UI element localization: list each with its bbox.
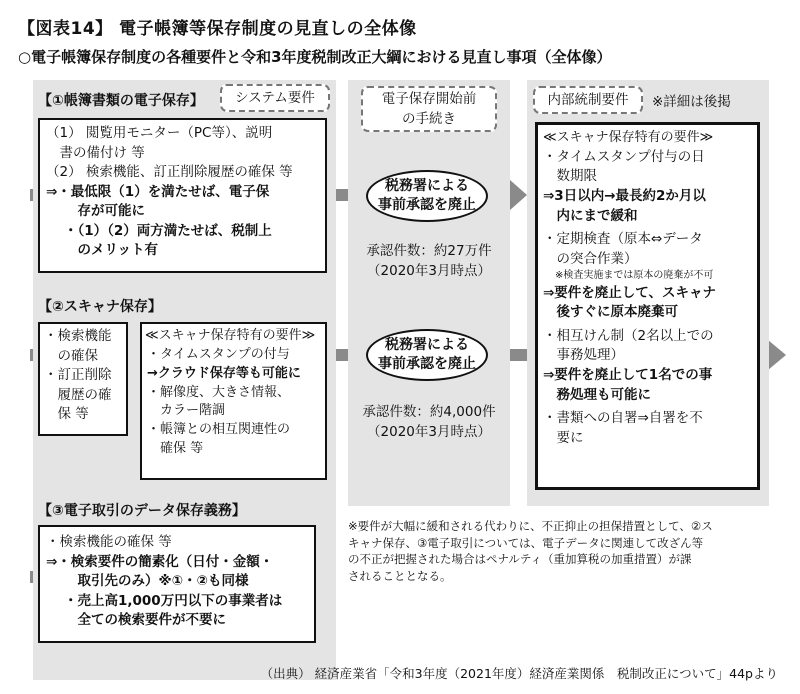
pre-start-procedure-label: [361, 86, 497, 132]
internal-line: 要に: [543, 429, 584, 446]
approval-count-2: [348, 402, 510, 443]
section2-right-line: ≪スキャナ保存特有の要件≫: [145, 328, 316, 343]
internal-line: 事務処理）: [543, 347, 624, 364]
section2-right-line: ・タイムスタンプの付与: [147, 346, 290, 362]
approval-count-1: [348, 241, 510, 282]
count1-line: （2020年3月時点）: [367, 263, 491, 280]
section1-line: 存が可能に: [64, 203, 145, 220]
section2-header: 【②スキャナ保存】: [38, 299, 162, 315]
page-subtitle: ○電子帳簿保存制度の各種要件と令和3年度税制改正大綱における見直し事項（全体像）: [18, 48, 612, 66]
section3-line: ⇒・検索要件の簡素化（日付・金額・: [46, 553, 274, 570]
footnote-line: の不正が把握された場合はペナルティ（重加算税の加重措置）が課: [348, 552, 692, 567]
section3-line: ・売上高1,000万円以下の事業者は: [64, 592, 283, 609]
system-requirements-text: システム要件: [235, 90, 315, 106]
section1-box: [38, 118, 327, 273]
internal-line: ・相互けん制（2名以上での: [543, 327, 714, 344]
section1-line: （1） 閲覧用モニター（PC等）、説明: [46, 125, 273, 141]
section2-left-line: 履歴の確: [44, 386, 112, 403]
section3-line: 取引先のみ）※①・②も同様: [64, 573, 249, 590]
section2-left-box: [38, 322, 128, 436]
section2-left-line: ・検索機能: [44, 328, 112, 344]
count1-line: 承認件数：約27万件: [366, 243, 492, 259]
internal-line: ・定期検査（原本⇔データ: [543, 231, 703, 248]
internal-control-box: [535, 122, 760, 490]
system-requirements-label: [220, 84, 330, 112]
section2-right-line: ・帳簿との相互関連性の: [147, 422, 291, 438]
internal-note: ※詳細は後掲: [652, 94, 731, 110]
internal-line: 数期限: [543, 168, 597, 185]
count2-line: 承認件数：約4,000件: [362, 404, 496, 420]
internal-control-label: [533, 86, 643, 114]
section1-header: 【①帳簿書類の電子保存】: [38, 93, 204, 109]
arrow-row1-head: [510, 180, 527, 210]
section2-right-line: →クラウド保存等も可能に: [147, 365, 301, 381]
section2-right-box: [140, 322, 327, 480]
section3-box: [38, 525, 316, 643]
oval2-line: 事前承認を廃止: [378, 356, 476, 372]
section3-line: 全ての検索要件が不要に: [64, 612, 226, 629]
section2-left-line: の確保: [44, 347, 98, 364]
footnote-line: されることとなる。: [348, 569, 452, 584]
internal-control-text: 内部統制要件: [547, 92, 629, 108]
pre-start-line: の手続き: [402, 110, 456, 127]
footnote: [348, 518, 778, 585]
oval1-line: 税務署による: [385, 178, 469, 195]
section2-left-line: 保 等: [44, 406, 89, 423]
internal-line: ※検査実施までは原本の廃棄が不可: [555, 270, 714, 282]
section1-line: 書の備付け 等: [46, 144, 145, 161]
internal-line: 内にまで緩和: [543, 207, 638, 224]
internal-line: 後すぐに原本廃棄可: [543, 304, 678, 321]
pre-start-line: 電子保存開始前: [381, 91, 477, 107]
arrow-row2-head: [768, 340, 786, 370]
section2-left-line: ・訂正削除: [44, 367, 112, 384]
abolish-approval-oval-2: [366, 329, 488, 381]
internal-line: ⇒要件を廃止して、スキャナ: [543, 284, 717, 301]
internal-line: ≪スキャナ保存特有の要件≫: [543, 130, 714, 145]
footnote-line: ※要件が大幅に緩和される代わりに、不正抑止の担保措置として、②ス: [348, 519, 713, 533]
internal-line: ⇒3日以内→最長約2か月以: [543, 187, 706, 204]
footnote-line: キャナ保存、③電子取引については、電子データに関連して改ざん等: [348, 535, 704, 550]
abolish-approval-oval-1: [366, 170, 488, 222]
internal-line: ・タイムスタンプ付与の日: [543, 148, 705, 165]
count2-line: （2020年3月時点）: [367, 424, 491, 441]
section3-line: ・検索機能の確保 等: [46, 534, 172, 550]
source-citation: （出典） 経済産業省「令和3年度（2021年度）経済産業関係 税制改正について」44pより: [260, 666, 778, 681]
section2-right-line: ・解像度、大きさ情報、: [147, 384, 291, 400]
section1-line: ・（1）（2）両方満たせば、税制上: [64, 222, 272, 239]
internal-line: ・書類への自署⇒自署を不: [543, 410, 703, 427]
section2-right-line: カラー階調: [147, 403, 226, 419]
internal-line: ⇒要件を廃止して1名での事: [543, 366, 713, 383]
oval1-line: 事前承認を廃止: [378, 197, 476, 213]
internal-line: 務処理も可能に: [543, 386, 651, 403]
page-title: 【図表14】 電子帳簿等保存制度の見直しの全体像: [18, 19, 417, 39]
oval2-line: 税務署による: [385, 337, 469, 354]
internal-line: の突合作業）: [543, 250, 638, 267]
section1-line: （2） 検索機能、訂正削除履歴の確保 等: [46, 164, 293, 181]
section2-right-line: 確保 等: [147, 441, 204, 457]
section1-line: のメリット有: [64, 242, 158, 259]
section1-line: ⇒・最低限（1）を満たせば、電子保: [46, 183, 270, 200]
section3-header: 【③電子取引のデータ保存義務】: [38, 503, 246, 519]
